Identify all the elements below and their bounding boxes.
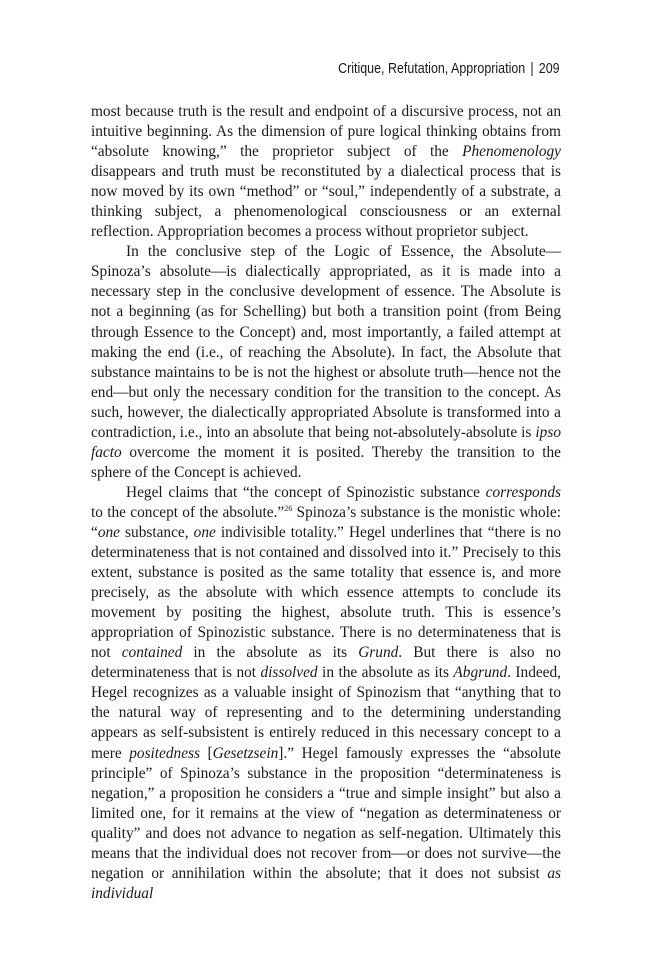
page-number: 209 xyxy=(539,61,560,77)
italic-text: Abgrund xyxy=(453,664,508,682)
text-run: disappears and truth must be reconstituted by a dialectical process that is now moved by its own “method” or “soul,” independently of a substrate, a thinking subject, a phenomenological consciousness or an external reflection. Appropriation becomes a process without proprietor subject. xyxy=(91,163,561,241)
italic-text: dissolved xyxy=(260,664,318,682)
italic-text: Gesetzsein xyxy=(212,744,279,762)
text-run: . Indeed, Hegel recognizes as a valuable insight of Spinozism that “anything that to the natural way of representing and to the determining understanding appears as self-subsistent is entirely reduced in this necessary concept to a mere xyxy=(91,664,561,762)
italic-text: Phenomenology xyxy=(462,143,561,161)
text-run: Hegel claims that “the concept of Spinozistic substance xyxy=(126,483,486,501)
italic-text: as individual xyxy=(91,864,561,902)
text-run: in the absolute as its xyxy=(182,644,359,662)
text-run: substance, xyxy=(119,523,194,541)
italic-text: corresponds xyxy=(485,483,561,501)
italic-text: positedness xyxy=(129,744,200,762)
running-title: Critique, Refutation, Appropriation xyxy=(338,61,526,77)
text-run: [ xyxy=(199,744,213,762)
text-run: to the concept of the absolute.” xyxy=(91,503,285,521)
header-separator: | xyxy=(530,61,535,77)
italic-text: one xyxy=(193,523,216,541)
text-run: Spinoza’s substance is the monistic whole: “ xyxy=(91,503,561,541)
paragraph xyxy=(91,483,561,904)
italic-text: Grund xyxy=(358,644,399,662)
body-text xyxy=(91,102,561,904)
italic-text: ipso facto xyxy=(91,423,561,461)
text-run: overcome the moment it is posited. Thereby the transition to the sphere of the Concept is achieved. xyxy=(91,443,561,481)
paragraph xyxy=(91,102,561,242)
italic-text: one xyxy=(97,523,120,541)
text-run: indivisible totality.” Hegel underlines that “there is no determinateness that is not contained and dissolved into it.” Precisely to this extent, substance is posited as the same totality that essence is, and more precisely, as the absolute with which essence attempts to conclude its movement by positing the highest, absolute truth. This is essence’s appropriation of Spinozistic substance. There is no determinateness that is not xyxy=(91,523,561,662)
text-run: . But there is also no determinateness that is not xyxy=(91,644,561,682)
footnote-ref: 26 xyxy=(284,503,293,513)
text-run: In the conclusive step of the Logic of Essence, the Absolute—Spinoza’s absolute—is dialectically appropriated, as it is made into a necessary step in the conclusive development of essence. The Absolute is not a beginning (as for Schelling) but both a transition point (from Being through Essence to the Concept) and, most importantly, a failed attempt at making the end (i.e., of reaching the Absolute). In fact, the Absolute that substance maintains to be is not the highest or absolute truth—hence not the end—but only the necessary condition for the transition to the concept. As such, however, the dialectically appropriated Absolute is transformed into a contradiction, i.e., into an absolute that being not-absolutely-absolute is xyxy=(91,243,561,441)
paragraph xyxy=(91,242,561,483)
text-run: ].” Hegel famously expresses the “absolute principle” of Spinoza’s substance in the proposition “determinateness is negation,” a proposition he considers a “true and simple insight” but also a limited one, for it remains at the view of “negation as determinateness or quality” and does not advance to negation as self-negation. Ultimately this means that the individual does not recover from—or does not survive—the negation or annihilation within the absolute; that it does not subsist xyxy=(91,744,561,882)
running-head xyxy=(338,61,560,77)
text-run: most because truth is the result and endpoint of a discursive process, not an intuitive beginning. As the dimension of pure logical thinking obtains from “absolute knowing,” the proprietor subject of the xyxy=(91,103,561,161)
text-run: in the absolute as its xyxy=(317,664,454,682)
italic-text: contained xyxy=(121,644,183,662)
